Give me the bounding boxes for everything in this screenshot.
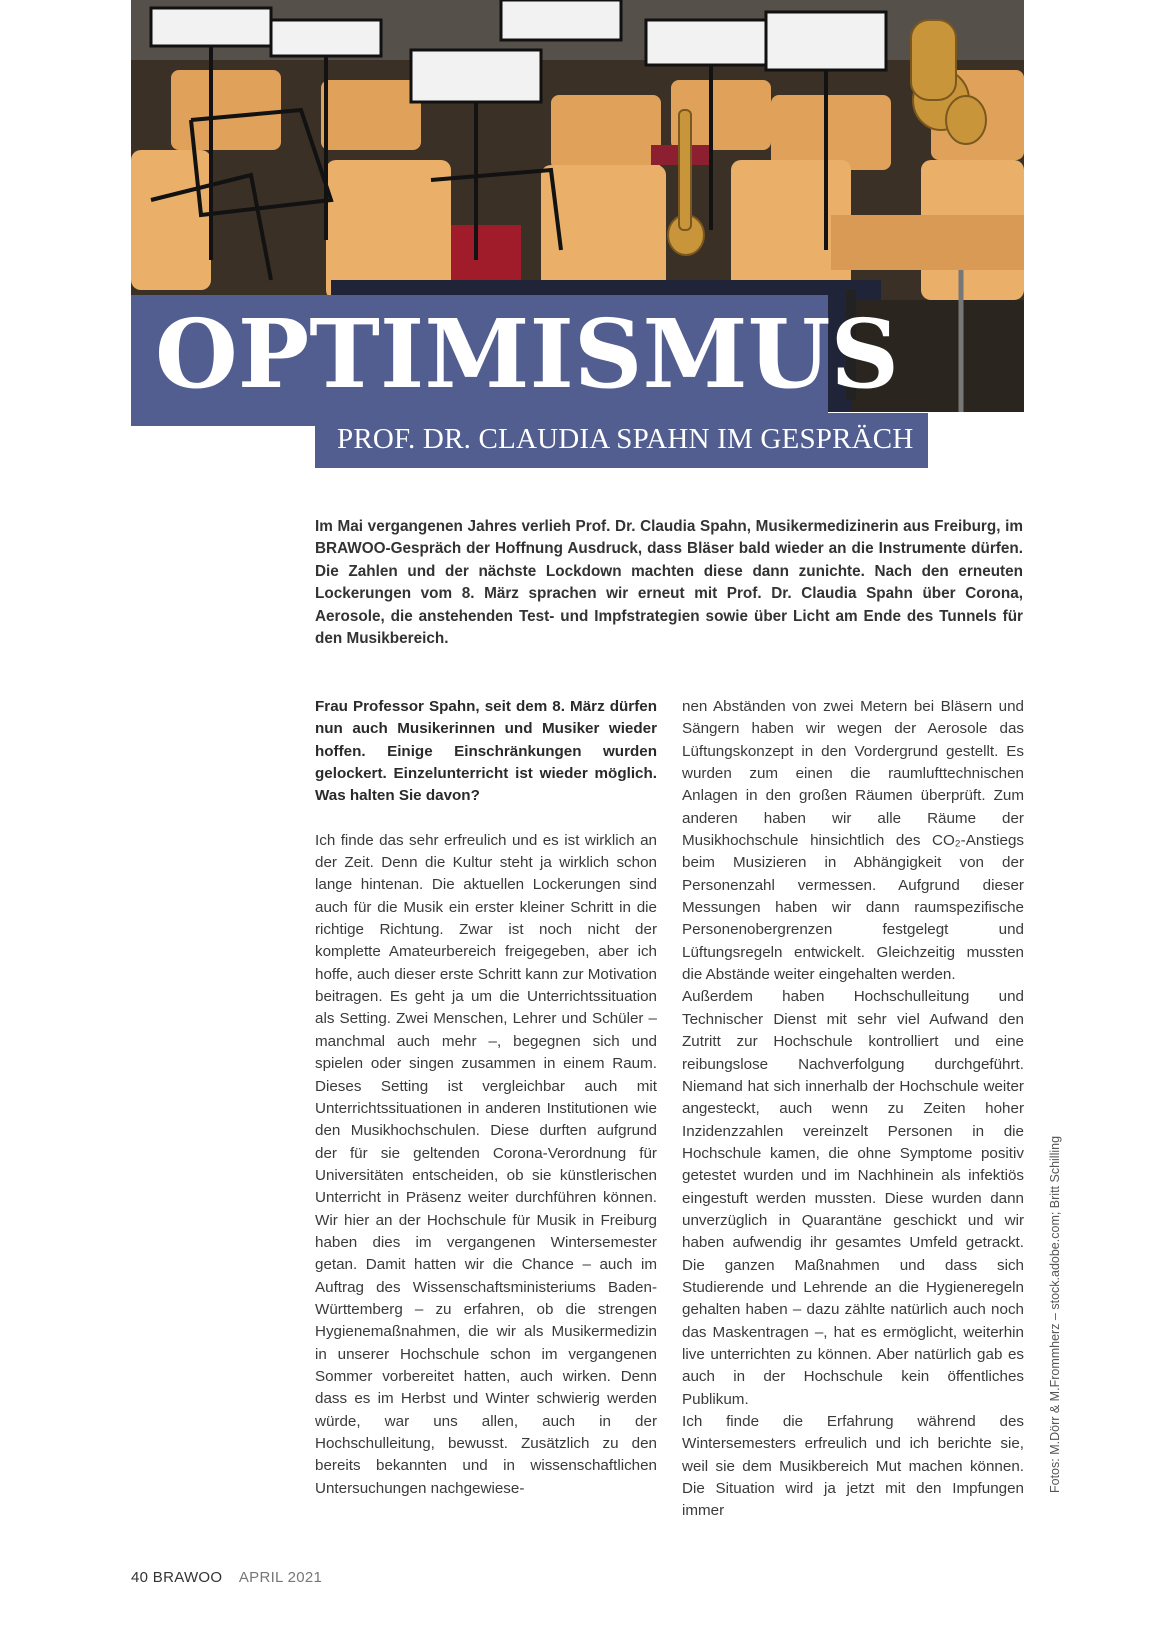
answer-paragraph: Außerdem haben Hochschulleitung und Technischer Dienst mit sehr viel Aufwand den Zutritt zur Hochschule kontrolliert und eine reibungslose Nachverfolgung durchgeführt. Niemand hat sich innerhalb der Hochschule weiter angesteckt, auch wenn zu Zeiten hoher Inzidenzzahlen vereinzelt Personen in die Hochschule kamen, die ohne Symptome positiv getestet wurden und im Nachhinein als infektiös eingestuft werden mussten. Diese wurden dann unverzüglich in Quarantäne geschickt und wir haben aufwendig ihr gesamtes Umfeld getrackt. Die ganzen Maßnahmen und dass sich Studierende und Lehrende an die Hygieneregeln gehalten haben – dazu zählte natürlich auch noch das Maskentragen –, hat es ermöglicht, weiterhin live unterrichten zu können. Aber natürlich gab es auch in der Hochschule kein öffentliches Publikum. [682,988,1024,1408]
lead-paragraph: Im Mai vergangenen Jahres verlieh Prof. Dr. Claudia Spahn, Musikermedizinerin aus Freiburg, im BRAWOO-Gespräch der Hoffnung Ausdruck, dass Bläser bald wieder an die Instrumente dürfen. Die Zahlen und der nächste Lockdown machten diese dann zunichte. Nach den erneuten Lockerungen vom 8. März sprachen wir erneut mit Prof. Dr. Claudia Spahn über Corona, Aerosole, die anstehenden Test- und Impfstrategien sowie über Licht am Ende des Tunnels für den Musikbereich. [315,518,1023,648]
article-title: OPTIMISMUS [155,299,900,410]
article-subtitle: PROF. DR. CLAUDIA SPAHN IM GESPRÄCH [337,423,914,455]
answer-paragraph: nen Abständen von zwei Metern bei Bläsern und Sängern haben wir wegen der Aerosole das Lüftungskonzept in den Vordergrund gestellt. Es wurden zum einen die raumlufttechnischen Anlagen in den großen Räumen überprüft. Zum anderen haben wir alle Räume der Musikhochschule hinsichtlich des CO₂-Anstiegs beim Musizieren in Abhängigkeit von der Personenzahl vermessen. Aufgrund dieser Messungen haben wir dann raumspezifische Personenobergrenzen festgelegt und Lüftungsregeln entwickelt. Gleichzeitig mussten die Abstände weiter eingehalten werden. [682,698,1024,984]
answer-paragraph: Ich finde die Erfahrung während des Wintersemesters erfreulich und ich berichte sie, weil sie dem Musikbereich Mut machen können. Die Situation wird ja jetzt mit den Impfungen immer [682,1413,1024,1520]
issue-date: APRIL 2021 [238,1569,323,1586]
article-column-left [315,696,657,1500]
subtitle-banner [315,413,928,468]
photo-credit: Fotos: M.Dörr & M.Frommherz – stock.adobe.com; Britt Schilling [1048,1135,1062,1493]
title-banner [131,295,900,426]
interview-answer: Ich finde das sehr erfreulich und es ist wirklich an der Zeit. Denn die Kultur steht ja wirklich schon lange hintenan. Die aktuellen Lockerungen sind auch für die Musik ein erster kleiner Schritt in die richtige Richtung. Zwar ist noch nicht der komplette Amateurbereich freigegeben, aber ich hoffe, auch dieser erste Schritt kann zur Motivation beitragen. Es geht ja um die Unterrichtssituation als Setting. Zwei Menschen, Lehrer und Schüler – manchmal auch mehr –, begegnen sich und spielen oder singen zusammen in einem Raum. Dieses Setting ist vergleichbar auch mit Unterrichtssituationen in anderen Institutionen wie den Musikhochschulen. Diese durften aufgrund der für sie geltenden Corona-Verordnung für Universitäten entscheiden, ob sie künstlerischen Unterricht in Präsenz weiter durchführen können. Wir hier an der Hochschule für Musik in Freiburg haben dies im vergangenen Wintersemester getan. Damit hatten wir die Chance – auch im Auftrag des Wissenschaftsministeriums Baden-Württemberg – zu erfahren, ob die strengen Hygienemaßnahmen, die wir als Musikermedizin in unserer Hochschule schon im vergangenen Sommer vorbereitet hatten, auch wirken. Denn dass es im Herbst und Winter schwierig werden würde, war uns allen, auch in der Hochschulleitung, bewusst. Zusätzlich zu den bereits bekannten und in wissenschaftlichen Untersuchungen nachgewiese- [315,831,657,1497]
interview-question: Frau Professor Spahn, seit dem 8. März dürfen nun auch Musikerinnen und Musiker wieder hoffen. Einige Einschränkungen wurden gelockert. Einzelunterricht ist wieder möglich. Was halten Sie davon? [315,698,657,805]
page-number: 40 [131,1569,149,1586]
page-footer [131,1569,322,1586]
article-column-right [682,696,1024,1523]
magazine-name: BRAWOO [152,1569,223,1586]
